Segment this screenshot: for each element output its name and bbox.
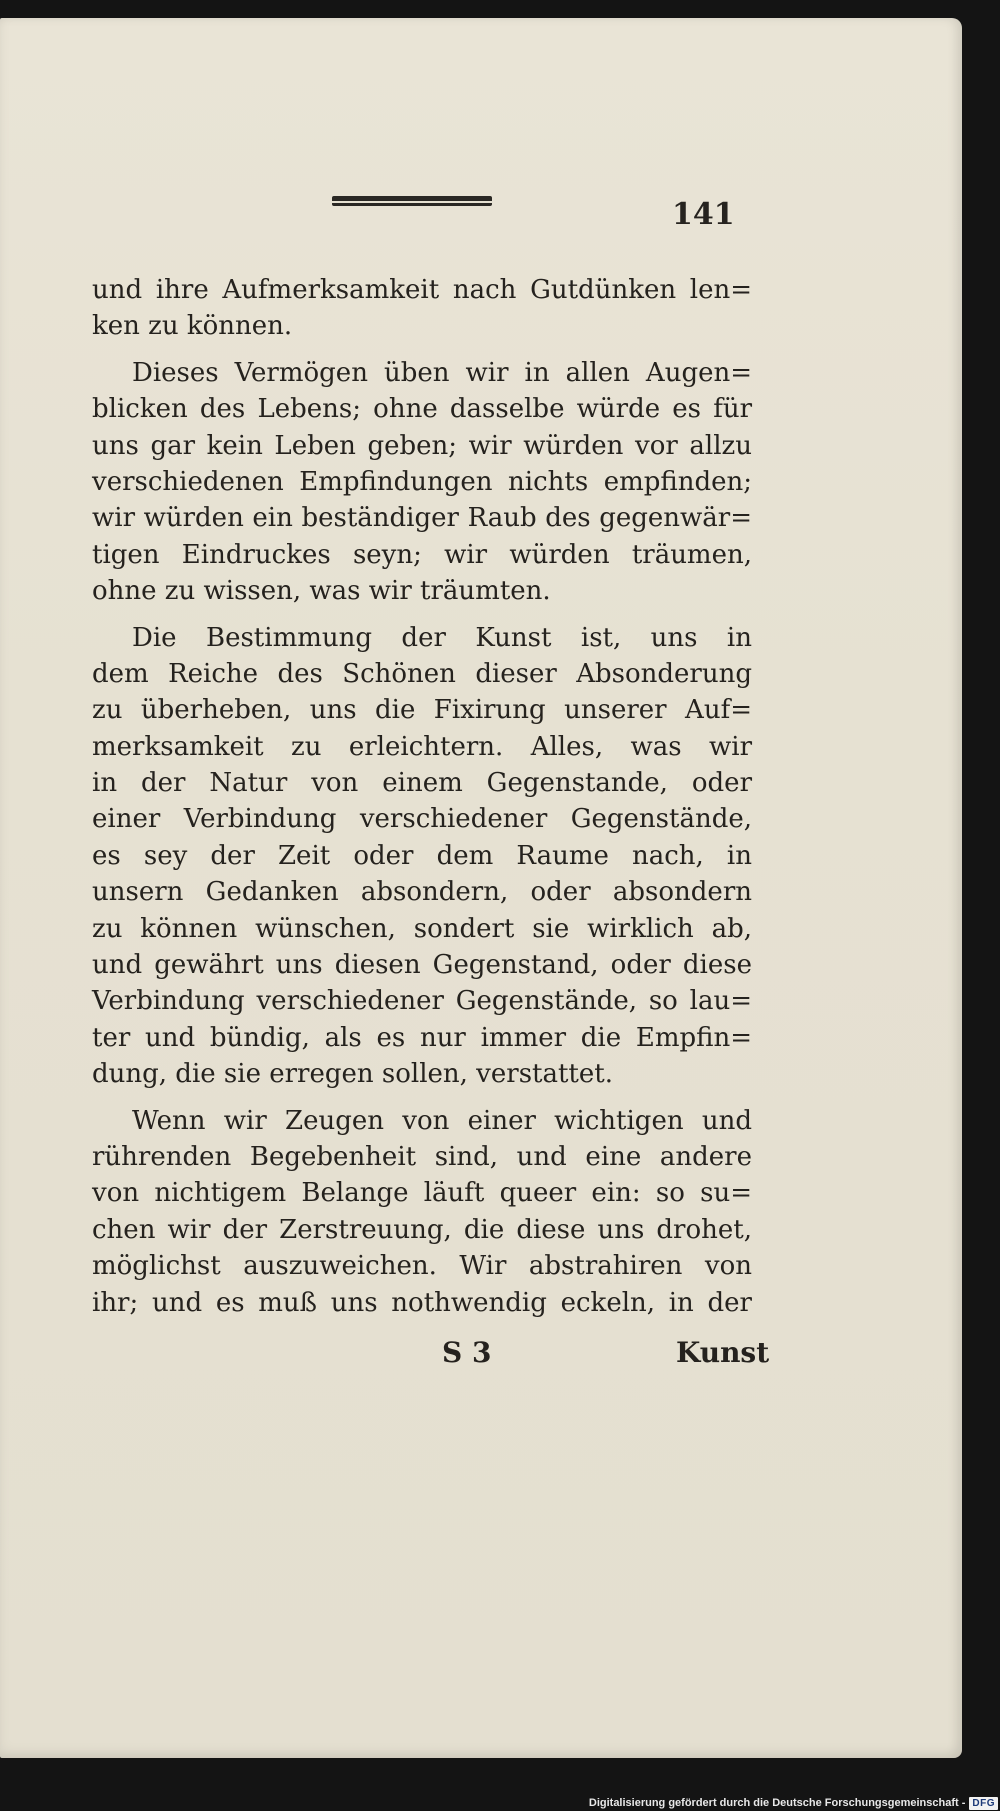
text-line: ken zu können. (92, 311, 293, 342)
text-line: blicken des Lebens; ohne dasselbe würde es für (92, 394, 752, 425)
text-line: uns gar kein Leben geben; wir würden vor allzu (92, 430, 752, 461)
header-rule (332, 196, 492, 206)
dfg-logo-icon: DFG (969, 1797, 998, 1810)
text-line: wir würden ein beständiger Raub des gegenwär= (92, 503, 752, 534)
text-line: und gewährt uns diesen Gegenstand, oder diese (92, 950, 752, 981)
page-number: 141 (672, 197, 735, 232)
text-line: Wenn wir Zeugen von einer wichtigen und (132, 1105, 752, 1136)
text-line: Die Bestimmung der Kunst ist, uns in (132, 622, 752, 653)
text-line: merksamkeit zu erleichtern. Alles, was wir (92, 731, 752, 762)
page-footer (0, 1336, 962, 1376)
credit-text: Digitalisierung gefördert durch die Deutsche Forschungsgemeinschaft - (588, 1797, 966, 1809)
text-line: es sey der Zeit oder dem Raume nach, in (92, 840, 752, 871)
text-line: zu überheben, uns die Fixirung unserer Auf= (92, 695, 752, 726)
text-line: einer Verbindung verschiedener Gegenstände, (92, 804, 752, 835)
text-line: in der Natur von einem Gegenstande, oder (92, 768, 752, 799)
text-line: ihr; und es muß uns nothwendig eckeln, in der (92, 1287, 752, 1318)
text-line: verschiedenen Empfindungen nichts empfinden; (92, 466, 752, 497)
text-line: dem Reiche des Schönen dieser Absonderung (92, 658, 752, 689)
text-line: und ihre Aufmerksamkeit nach Gutdünken len= (92, 275, 752, 305)
text-line: chen wir der Zerstreuung, die diese uns drohet, (92, 1214, 752, 1245)
text-line: rührenden Begebenheit sind, und eine andere (92, 1141, 752, 1172)
text-line: zu können wünschen, sondert sie wirklich ab, (92, 913, 752, 944)
text-line: Dieses Vermögen üben wir in allen Augen= (132, 357, 752, 388)
catchword: Kunst (676, 1336, 770, 1369)
text-line: Verbindung verschiedener Gegenstände, so lau= (92, 986, 752, 1017)
text-line: unsern Gedanken absondern, oder absondern (92, 877, 752, 908)
book-page (0, 18, 962, 1758)
digitization-credit (589, 1795, 1000, 1811)
text-line: ter und bündig, als es nur immer die Empfin= (92, 1022, 752, 1053)
text-line: von nichtigem Belange läuft queer ein: so su= (92, 1178, 752, 1209)
text-line: ohne zu wissen, was wir träumten. (92, 576, 551, 607)
signature-mark: S 3 (442, 1336, 492, 1369)
text-line: möglichst auszuweichen. Wir abstrahiren von (92, 1251, 752, 1282)
text-line: dung, die sie erregen sollen, verstattet. (92, 1059, 613, 1090)
text-line: tigen Eindruckes seyn; wir würden träumen, (92, 539, 752, 570)
body-text (92, 272, 752, 1321)
